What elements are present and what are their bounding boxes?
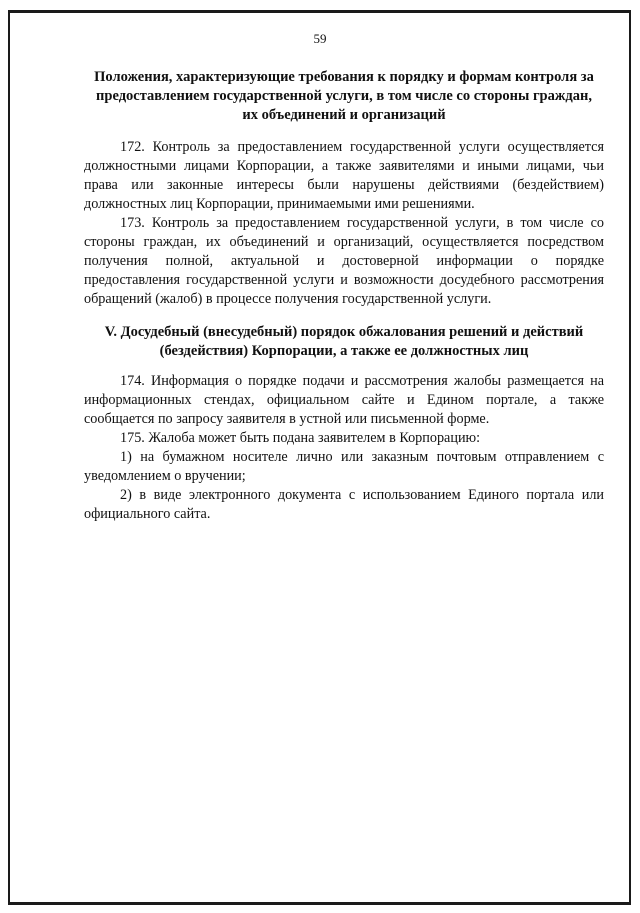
text-line: должностными лицами Корпорации, а также заявителями и иными лицами, чьи bbox=[84, 158, 604, 174]
paragraph-175 bbox=[84, 429, 604, 448]
text-line: 1) на бумажном носителе лично или заказным почтовым отправлением с bbox=[120, 449, 604, 465]
list-item-paper bbox=[84, 448, 604, 486]
text-line: 172. Контроль за предоставлением государственной услуги осуществляется bbox=[120, 139, 604, 155]
text-line: официального сайта. bbox=[84, 506, 211, 522]
text-line: 173. Контроль за предоставлением государственной услуги, в том числе со bbox=[120, 215, 604, 231]
section-heading-control bbox=[84, 68, 604, 125]
text-line: сообщается по запросу заявителя в устной или письменной форме. bbox=[84, 411, 490, 427]
heading-line: их объединений и организаций bbox=[242, 107, 446, 123]
list-item-electronic bbox=[84, 486, 604, 524]
text-line: 175. Жалоба может быть подана заявителем в Корпорацию: bbox=[120, 430, 481, 446]
document-body bbox=[84, 68, 604, 524]
text-line: получения полной, актуальной и достоверной информации о порядке bbox=[84, 253, 604, 269]
section-heading-appeal bbox=[84, 323, 604, 361]
text-line: 174. Информация о порядке подачи и рассмотрения жалобы размещается на bbox=[120, 373, 604, 389]
heading-line: V. Досудебный (внесудебный) порядок обжалования решений и действий bbox=[104, 324, 584, 340]
text-line: должностных лиц Корпорации, принимаемыми ими решениями. bbox=[84, 196, 475, 212]
text-line: предоставления государственной услуги и возможности досудебного рассмотрения bbox=[84, 272, 604, 288]
text-line: информационных стендах, официальном сайте и Едином портале, а также bbox=[84, 392, 604, 408]
heading-line: предоставлением государственной услуги, в том числе со стороны граждан, bbox=[96, 88, 592, 104]
text-line: стороны граждан, их объединений и организаций, осуществляется посредством bbox=[84, 234, 604, 250]
text-line: 2) в виде электронного документа с использованием Единого портала или bbox=[120, 487, 604, 503]
paragraph-172 bbox=[84, 138, 604, 214]
page-number: 59 bbox=[313, 31, 327, 46]
text-line: обращений (жалоб) в процессе получения государственной услуги. bbox=[84, 291, 492, 307]
heading-line: (бездействия) Корпорации, а также ее должностных лиц bbox=[159, 343, 529, 359]
text-line: уведомлением о вручении; bbox=[84, 468, 246, 484]
text-line: права или законные интересы были нарушены действиями (бездействием) bbox=[84, 177, 604, 193]
paragraph-174 bbox=[84, 372, 604, 429]
heading-line: Положения, характеризующие требования к порядку и формам контроля за bbox=[94, 69, 594, 85]
paragraph-173 bbox=[84, 214, 604, 309]
